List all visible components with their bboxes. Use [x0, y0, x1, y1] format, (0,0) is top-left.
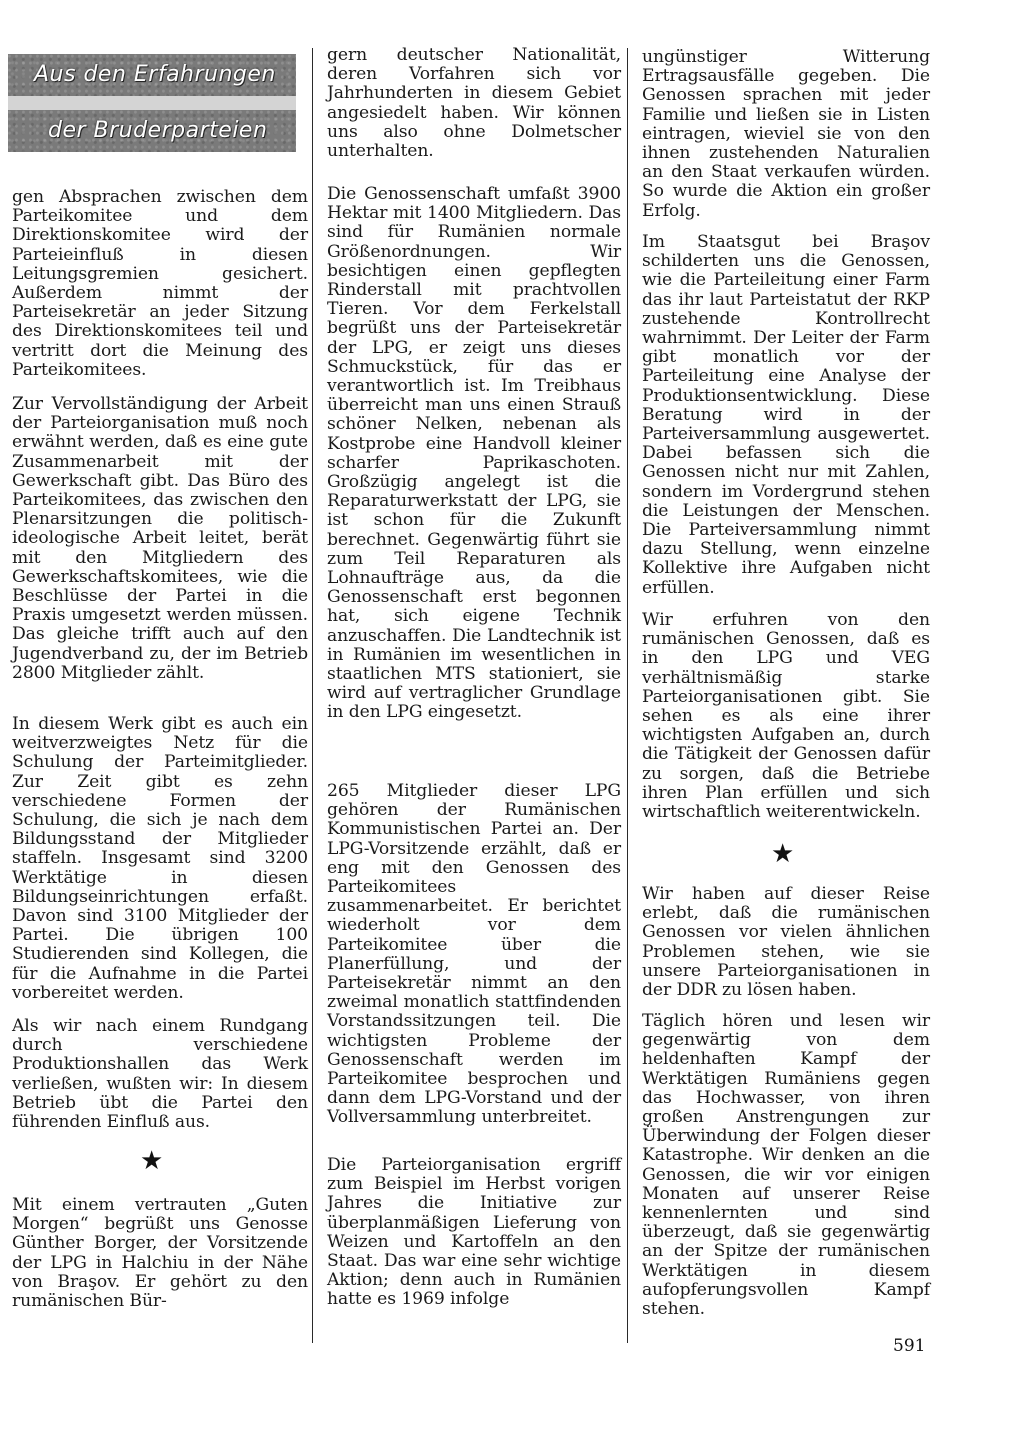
paragraph: gern deutscher Nationalität, deren Vorfahren sich vor Jahrhunderten in diesem Gebiet angesiedelt haben. Wir können uns also ohne Dolmetscher unterhalten.: [327, 45, 621, 162]
column-3: [634, 0, 934, 1443]
column-1: [0, 0, 312, 1443]
paragraph: Wir erfuhren von den rumänischen Genossen, daß es in den LPG und VEG verhältnismäßig starke Parteiorganisationen gibt. Sie sehen es als eine ihrer wichtigsten Aufgaben an, durch die Tätigkeit der Genossen dafür zu sorgen, daß die Betriebe ihren Plan erfüllen und sich wirtschaftlich weiterentwickeln.: [642, 610, 930, 823]
column-rule-1: [312, 48, 313, 1343]
paragraph: Die Parteiorganisation ergriff zum Beispiel im Herbst vorigen Jahres die Initiative zur überplanmäßigen Lieferung von Weizen und Kartoffeln an den Staat. Das war eine sehr wichtige Aktion; denn auch in Rumänien hatte es 1969 infolge: [327, 1155, 621, 1310]
paragraph: gen Absprachen zwischen dem Parteikomitee und dem Direktionskomitee wird der Parteieinfluß in diesen Leitungsgremien gesichert. Außerdem nimmt der Parteisekretär an jeder Sitzung des Direktionskomitees teil und vertritt dort die Meinung des Parteikomitees.: [12, 187, 308, 380]
paragraph: Täglich hören und lesen wir gegenwärtig von dem heldenhaften Kampf der Werktätigen Rumäniens gegen das Hochwasser, von ihren großen Anstrengungen zur Überwindung der Folgen dieser Katastrophe. Wir denken an die Genossen, die wir vor einigen Monaten auf unserer Reise kennenlernten und sind überzeugt, daß sie gegenwärtig an der Spitze der rumänischen Werktätigen in diesem aufopferungsvollen Kampf stehen.: [642, 1011, 930, 1320]
title-divider: [8, 96, 296, 110]
section-title-line-2: der Bruderparteien: [8, 110, 296, 152]
column-rule-2: [627, 48, 628, 1343]
page-number: 591: [893, 1336, 926, 1356]
separator-star-icon: ★: [140, 1146, 164, 1176]
paragraph: Die Genossenschaft umfaßt 3900 Hektar mit 1400 Mitgliedern. Das sind für Rumänien normale Größenordnungen. Wir besichtigen einen gepflegten Rinderstall mit prachtvollen Tieren. Vor dem Ferkelstall begrüßt uns der Parteisekretär der LPG, er zeigt uns dieses Schmuckstück, für das er verantwortlich ist. Im Treibhaus überreicht man uns einen Strauß schöner Nelken, nebenan als Kostprobe eine Handvoll kleiner scharfer Paprikaschoten. Großzügig angelegt ist die Reparaturwerkstatt der LPG, sie ist schon für die Zukunft berechnet. Gegenwärtig führt sie zum Teil Reparaturen als Lohnaufträge aus, da die Genossenschaft erst begonnen hat, sich eigene Technik anzuschaffen. Die Landtechnik ist in Rumänien im wesentlichen in staatlichen MTS stationiert, sie wird auf vertraglicher Grundlage in den LPG eingesetzt.: [327, 184, 621, 723]
paragraph: Wir haben auf dieser Reise erlebt, daß die rumänischen Genossen vor vielen ähnlichen Problemen stehen, wie sie unsere Parteiorganisationen in der DDR zu lösen haben.: [642, 884, 930, 1001]
paragraph: Im Staatsgut bei Braşov schilderten uns die Genossen, wie die Parteileitung einer Farm das ihr laut Parteistatut der RKP zustehende Kontrollrecht wahrnimmt. Der Leiter der Farm gibt monatlich vor der Parteileitung eine Analyse der Produktionsentwicklung. Diese Beratung wird in der Parteiversammlung ausgewertet. Dabei befassen sich die Genossen nicht nur mit Zahlen, sondern im Vordergrund stehen die Leistungen der Menschen. Die Parteiversammlung nimmt dazu Stellung, wenn einzelne Kollektive ihre Aufgaben nicht erfüllen.: [642, 232, 930, 598]
section-title-line-1: Aus den Erfahrungen: [8, 54, 296, 96]
paragraph: Zur Vervollständigung der Arbeit der Parteiorganisation muß noch erwähnt werden, daß es eine gute Zusammenarbeit mit der Gewerkschaft gibt. Das Büro des Parteikomitees, das zwischen den Plenarsitzungen die politisch-ideologische Arbeit leitet, berät mit den Mitgliedern des Gewerkschaftskomitees, wie die Beschlüsse der Partei in die Praxis umgesetzt werden müssen. Das gleiche trifft auch auf den Jugendverband zu, der im Betrieb 2800 Mitglieder zählt.: [12, 394, 308, 683]
separator-star-icon: ★: [771, 839, 795, 869]
paragraph: Mit einem vertrauten „Guten Morgen“ begrüßt uns Genosse Günther Borger, der Vorsitzende der LPG in Halchiu in der Nähe von Braşov. Er gehört zu den rumänischen Bür-: [12, 1195, 308, 1312]
paragraph: 265 Mitglieder dieser LPG gehören der Rumänischen Kommunistischen Partei an. Der LPG-Vorsitzende erzählt, daß er eng mit den Genossen des Parteikomitees zusammenarbeitet. Er berichtet wiederholt vor dem Parteikomitee über die Planerfüllung, und der Parteisekretär nimmt an den zweimal monatlich stattfindenden Vorstandssitzungen teil. Die wichtigsten Probleme der Genossenschaft werden im Parteikomitee besprochen und dann dem LPG-Vorstand und der Vollversammlung unterbreitet.: [327, 781, 621, 1128]
paragraph: In diesem Werk gibt es auch ein weitverzweigtes Netz für die Schulung der Parteimitglieder. Zur Zeit gibt es zehn verschiedene Formen der Schulung, die sich je nach dem Bildungsstand der Mitglieder staffeln. Insgesamt sind 3200 Werktätige in diesen Bildungseinrichtungen erfaßt. Davon sind 3100 Mitglieder der Partei. Die übrigen 100 Studierenden sind Kollegen, die für die Aufnahme in die Partei vorbereitet werden.: [12, 714, 308, 1003]
paragraph: ungünstiger Witterung Ertragsausfälle gegeben. Die Genossen sprachen mit jeder Familie und ließen sie in Listen eintragen, wieviel sie von den ihnen zustehenden Naturalien an den Staat verkaufen würden. So wurde die Aktion ein großer Erfolg.: [642, 47, 930, 221]
column-2: [317, 0, 625, 1443]
paragraph: Als wir nach einem Rundgang durch verschiedene Produktionshallen das Werk verließen, wußten wir: In diesem Betrieb übt die Partei den führenden Einfluß aus.: [12, 1016, 308, 1133]
